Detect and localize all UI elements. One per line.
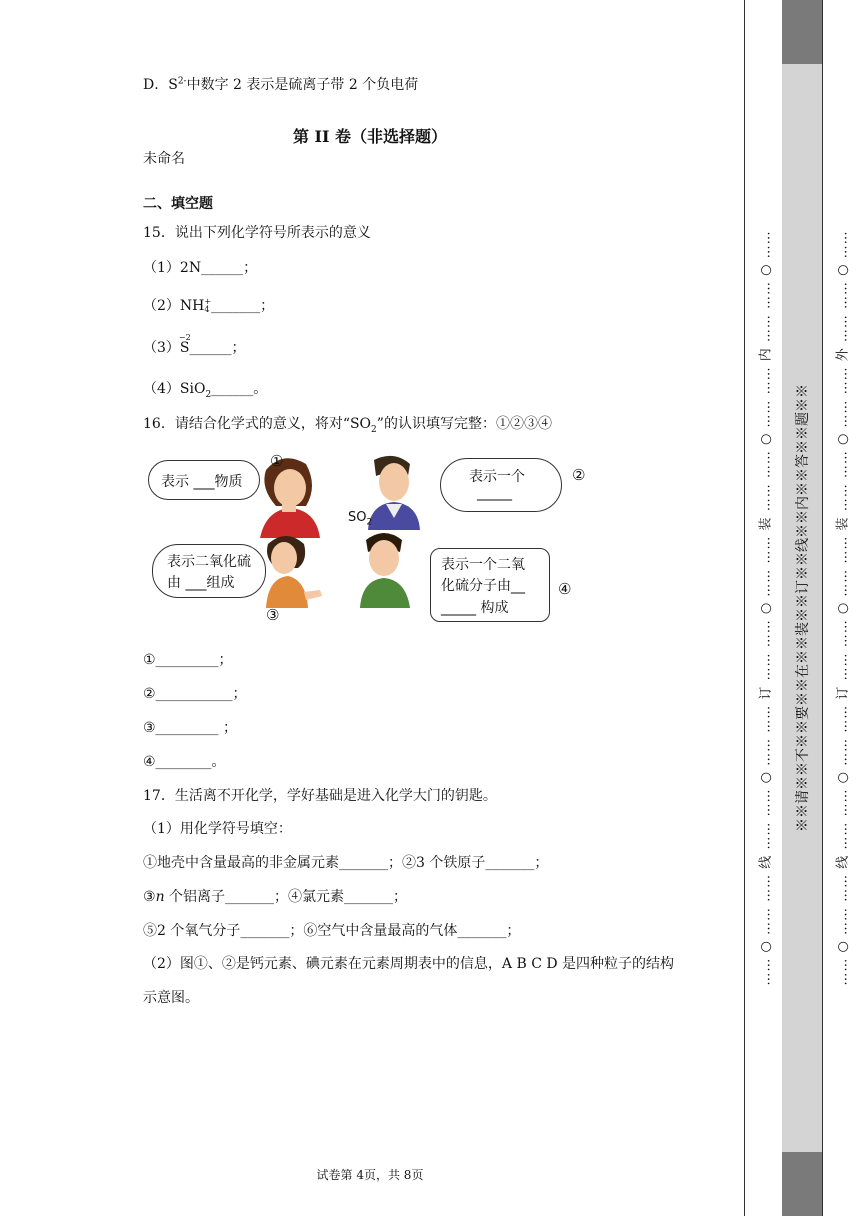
- speech-bubble-1: 表示 ___物质: [148, 460, 260, 500]
- q15-item-4: （4）SiO$_2$______。: [143, 381, 268, 400]
- label-2: ②: [572, 466, 586, 484]
- binding-dark-bottom: [782, 1152, 822, 1216]
- q17-part1: （1）用化学符号填空：: [143, 821, 292, 837]
- binding-warning-column: ※※请※※不※※要※※在※※装※※订※※线※※内※※答※※题※※: [782, 0, 823, 1216]
- q16-answer-1: ①_________；: [143, 652, 233, 668]
- unnamed-label: 未命名: [143, 151, 185, 167]
- person-2-icon: [368, 456, 420, 530]
- label-4: ④: [558, 580, 572, 598]
- binding-inner-column: …… ○ …… …… 线 …… …… ○ …… …… 订 …… …… ○ …… …… 装 …… …… ○ …… …… 内 …… …… ○ ……: [744, 0, 784, 1216]
- page-footer: 试卷第 4页，共 8页: [316, 1168, 424, 1182]
- binding-outer-column: …… ○ …… …… 线 …… …… ○ …… …… 订 …… …… ○ …… …… 装 …… …… ○ …… …… 外 …… …… ○ ……: [835, 230, 851, 986]
- q15-item-2: （2）NH+ 4 _______；: [143, 297, 275, 314]
- so2-cartoon-figure: [148, 448, 588, 626]
- q16-answer-2: ②___________；: [143, 686, 247, 702]
- so2-formula: $SO_2$: [348, 510, 373, 528]
- q17-stem: 17．生活离不开化学，学好基础是进入化学大门的钥匙。: [143, 788, 497, 804]
- q17-line-3: ⑤2 个氧气分子_______；⑥空气中含量最高的气体_______；: [143, 923, 521, 939]
- section-header: 二、填空题: [143, 196, 213, 212]
- section-title: 第 II 卷（非选择题）: [292, 127, 448, 146]
- q15-stem: 15．说出下列化学符号所表示的意义: [143, 225, 371, 241]
- q17-line-1: ①地壳中含量最高的非金属元素_______；②3 个铁原子_______；: [143, 855, 549, 871]
- q15-item-3: （3） −2 S______；: [143, 333, 246, 356]
- binding-dark-top: [782, 0, 822, 64]
- person-3-icon: [266, 536, 322, 608]
- speech-bubble-3: 表示二氧化硫 由 ___组成: [152, 544, 266, 598]
- q17-line-2: ③n 个铝离子_______；④氯元素_______；: [143, 889, 408, 905]
- q16-stem: 16．请结合化学式的意义，将对“$SO_2$”的认识填写完整：①②③④: [143, 416, 552, 435]
- person-4-icon: [360, 533, 410, 608]
- q15-item-1: （1）2N______；: [143, 260, 258, 276]
- q16-answer-3: ③_________ ；: [143, 720, 238, 736]
- q17-part2-a: （2）图①、②是钙元素、碘元素在元素周期表中的信息，A B C D 是四种粒子的结构: [143, 956, 675, 972]
- label-1: ①: [270, 452, 284, 470]
- q17-part2-b: 示意图。: [143, 990, 199, 1006]
- q16-answer-4: ④________。: [143, 754, 226, 770]
- person-1-icon: [260, 458, 320, 538]
- speech-bubble-4: 表示一个二氧 化硫分子由__ _____ 构成: [430, 548, 550, 622]
- question-d-option: D．$S^{2-}$中数字 2 表示是硫离子带 2 个负电荷: [143, 76, 419, 93]
- label-3: ③: [266, 606, 280, 624]
- speech-bubble-2: 表示一个 _____: [440, 458, 562, 512]
